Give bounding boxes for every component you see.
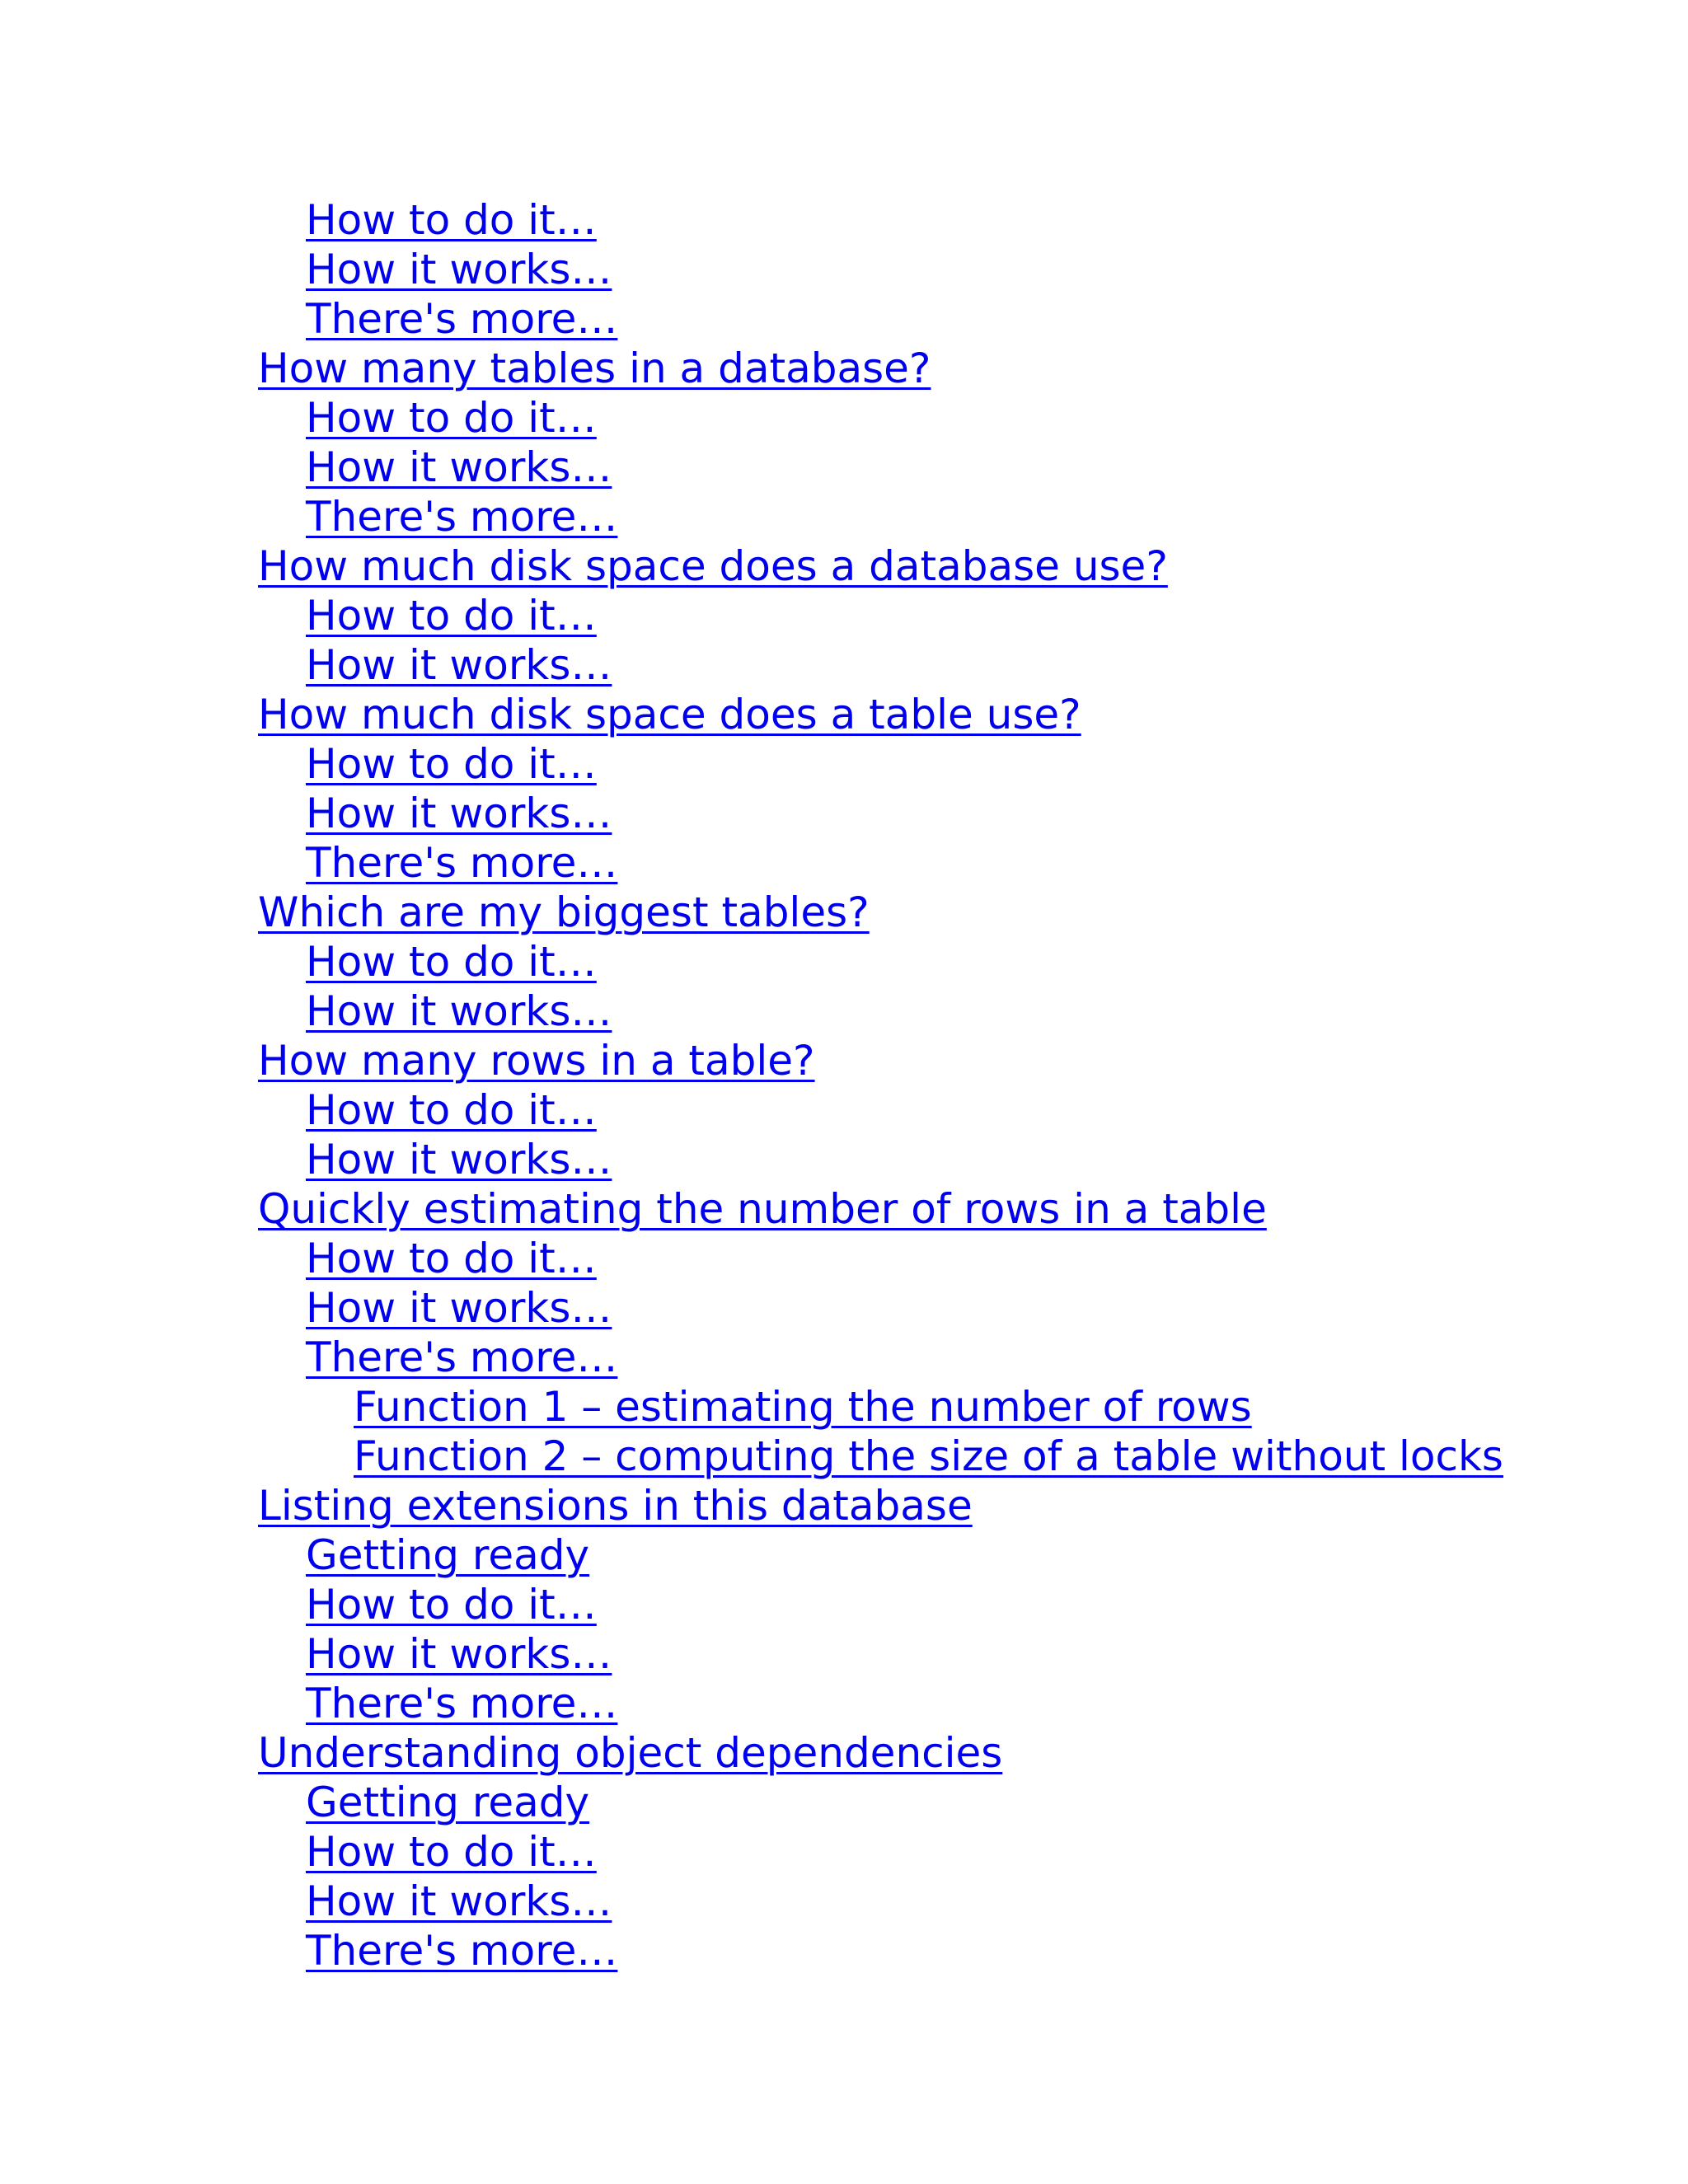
toc-entry [258,888,1659,937]
toc-link[interactable]: There's more… [306,1333,618,1381]
toc-entry [258,640,1659,690]
toc-link[interactable]: Function 2 – computing the size of a table without locks [354,1432,1503,1480]
toc-link[interactable]: How many tables in a database? [258,344,931,392]
toc-link[interactable]: How much disk space does a database use? [258,542,1168,590]
table-of-contents [258,195,1659,1975]
toc-entry [258,1481,1659,1530]
toc-entry [258,195,1659,245]
toc-entry [258,1135,1659,1184]
toc-link[interactable]: How it works… [306,1284,612,1332]
toc-entry [258,1184,1659,1234]
toc-entry [258,1580,1659,1629]
toc-entry [258,1926,1659,1975]
toc-entry [258,393,1659,443]
toc-entry [258,1778,1659,1827]
toc-link[interactable]: Understanding object dependencies [258,1729,1003,1777]
toc-entry [258,245,1659,294]
toc-entry [258,937,1659,987]
toc-entry [258,344,1659,393]
toc-link[interactable]: There's more… [306,1680,618,1727]
toc-entry [258,789,1659,838]
toc-entry [258,1283,1659,1333]
toc-entry [258,492,1659,541]
toc-entry [258,1036,1659,1085]
toc-link[interactable]: How it works… [306,790,612,837]
toc-link[interactable]: Quickly estimating the number of rows in a table [258,1185,1267,1233]
toc-link[interactable]: Listing extensions in this database [258,1482,973,1530]
toc-entry [258,1432,1659,1481]
toc-entry [258,838,1659,888]
toc-link[interactable]: How to do it… [306,938,597,986]
toc-entry [258,1679,1659,1728]
toc-entry [258,541,1659,591]
toc-link[interactable]: How it works… [306,443,612,491]
toc-entry [258,1530,1659,1580]
toc-entry [258,591,1659,640]
toc-entry [258,1085,1659,1135]
toc-link[interactable]: How to do it… [306,1235,597,1282]
toc-link[interactable]: How to do it… [306,394,597,442]
toc-link[interactable]: Getting ready [306,1779,590,1826]
toc-link[interactable]: How it works… [306,987,612,1035]
toc-link[interactable]: How to do it… [306,1581,597,1629]
toc-link[interactable]: How it works… [306,1136,612,1183]
toc-link[interactable]: How to do it… [306,196,597,244]
toc-entry [258,1728,1659,1778]
toc-link[interactable]: How it works… [306,246,612,293]
toc-entry [258,1234,1659,1283]
toc-entry [258,443,1659,492]
toc-link[interactable]: Getting ready [306,1531,590,1579]
toc-link[interactable]: How to do it… [306,740,597,788]
toc-link[interactable]: There's more… [306,1927,618,1975]
toc-link[interactable]: How it works… [306,1630,612,1678]
toc-link[interactable]: Which are my biggest tables? [258,888,870,936]
toc-entry [258,1877,1659,1926]
toc-entry [258,294,1659,344]
toc-link[interactable]: How to do it… [306,592,597,640]
toc-entry [258,1333,1659,1382]
toc-entry [258,739,1659,789]
toc-link[interactable]: How many rows in a table? [258,1037,815,1085]
toc-entry [258,1629,1659,1679]
toc-link[interactable]: Function 1 – estimating the number of rows [354,1383,1252,1431]
toc-entry [258,1827,1659,1877]
toc-link[interactable]: How to do it… [306,1086,597,1134]
toc-entry [258,1382,1659,1432]
toc-link[interactable]: How to do it… [306,1828,597,1876]
toc-link[interactable]: How it works… [306,1877,612,1925]
toc-link[interactable]: How it works… [306,641,612,689]
toc-link[interactable]: There's more… [306,839,618,887]
toc-link[interactable]: There's more… [306,493,618,541]
toc-link[interactable]: There's more… [306,295,618,343]
toc-entry [258,987,1659,1036]
toc-entry [258,690,1659,739]
toc-link[interactable]: How much disk space does a table use? [258,691,1081,738]
